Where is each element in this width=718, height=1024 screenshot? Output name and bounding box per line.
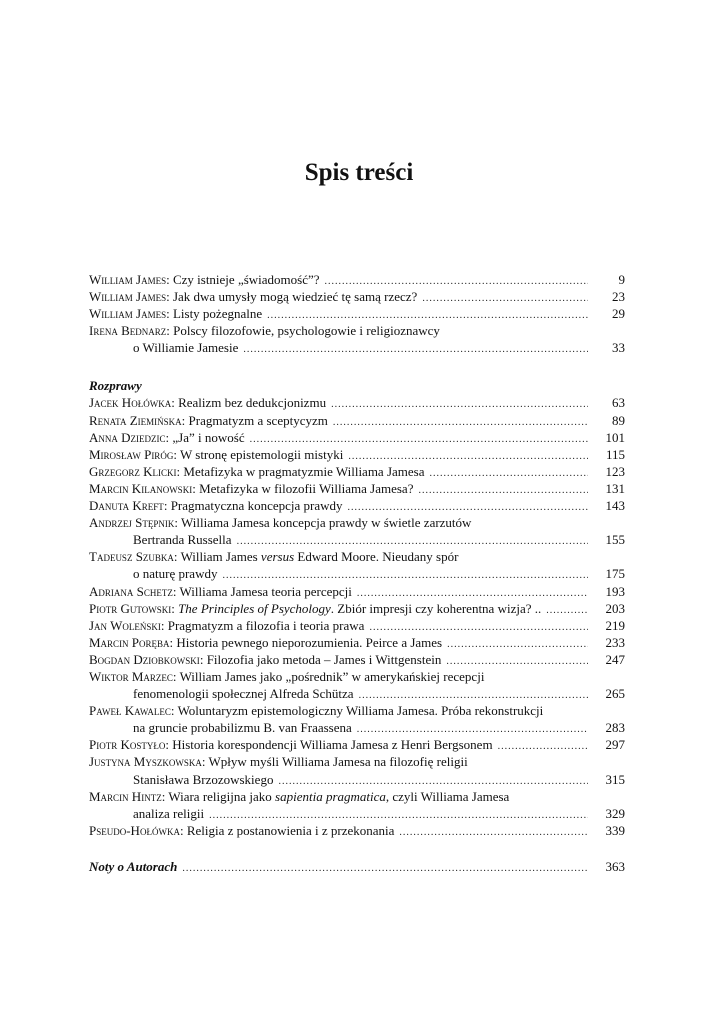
- entry-line: [89, 822, 625, 841]
- entry-title-continued: analiza religii: [133, 805, 205, 821]
- entry-separator: :: [172, 668, 180, 684]
- toc-entry: [89, 600, 625, 617]
- page-number: 29: [612, 306, 625, 322]
- entry-separator: :: [176, 463, 184, 479]
- table-of-contents: [89, 271, 625, 875]
- entry-text: [89, 514, 471, 531]
- page-number: 247: [605, 651, 625, 667]
- toc-entry-continuation: [89, 339, 625, 356]
- entry-text: [89, 617, 364, 634]
- page-number: 155: [605, 532, 625, 548]
- entry-title-part: , czyli Williama Jamesa: [385, 788, 510, 804]
- entry-title: William James jako „pośrednik” w amerykańskiej recepcji: [179, 668, 485, 684]
- entry-title-continued: fenomenologii społecznej Alfreda Schütza: [133, 686, 354, 702]
- entry-author: William James: [89, 289, 167, 305]
- toc-entry-continuation: [89, 685, 625, 702]
- entry-title: Realizm bez dedukcjonizmu: [178, 395, 327, 411]
- entry-separator: :: [201, 754, 209, 770]
- dot-leader: [399, 824, 588, 841]
- entry-title: Metafizyka w pragmatyzmie Williama Jamesa: [183, 463, 425, 479]
- entry-separator: :: [199, 651, 207, 667]
- entry-author: Andrzej Stępnik: [89, 515, 175, 531]
- page-number: 131: [605, 480, 625, 496]
- entry-text: [89, 702, 543, 719]
- toc-entry: [89, 305, 625, 322]
- toc-entry: [89, 736, 625, 753]
- entry-text: [89, 497, 343, 514]
- entry-separator: :: [173, 549, 181, 565]
- toc-entry: [89, 651, 625, 668]
- entry-separator: :: [171, 600, 179, 616]
- entry-title-part: Edward Moore. Nieudany spór: [294, 549, 459, 565]
- entry-author: Danuta Kreft: [89, 498, 164, 514]
- entry-author: Tadeusz Szubka: [89, 549, 174, 565]
- entry-separator: :: [179, 822, 187, 838]
- entry-author: Mirosław Piróg: [89, 446, 174, 462]
- entry-separator: :: [174, 515, 182, 531]
- entry-text: [89, 463, 425, 480]
- entry-title: Pragmatyzm a sceptycyzm: [188, 412, 328, 428]
- entry-line: [89, 322, 625, 339]
- entry-author: William James: [89, 306, 167, 322]
- entry-author: Pseudo-Hołówka: [89, 822, 180, 838]
- page-number: 193: [605, 583, 625, 599]
- entry-separator: :: [166, 289, 173, 305]
- entry-title: Listy pożegnalne: [172, 306, 263, 322]
- entry-author: Jacek Hołówka: [89, 395, 172, 411]
- entry-text: [89, 548, 458, 565]
- entry-title-continued: o naturę prawdy: [133, 566, 218, 582]
- entry-separator: :: [166, 272, 173, 287]
- entry-text: [89, 736, 493, 753]
- entry-separator: :: [165, 737, 173, 753]
- toc-entry: [89, 497, 625, 514]
- toc-entry: [89, 480, 625, 497]
- entry-text: [89, 305, 262, 322]
- entry-author: Marcin Hintz: [89, 788, 162, 804]
- toc-entry: [89, 463, 625, 480]
- entry-separator: :: [172, 583, 180, 599]
- entry-separator: :: [163, 498, 171, 514]
- entry-title: Religia z postanowienia i z przekonania: [186, 822, 395, 838]
- entry-line: [89, 753, 625, 770]
- entry-author: Anna Dziedzic: [89, 429, 166, 445]
- entry-title-part: . Zbiór impresji czy koherentna wizja? ..: [330, 600, 542, 616]
- page-number: 363: [605, 858, 625, 874]
- entry-author: Paweł Kawalec: [89, 703, 171, 719]
- toc-entry: [89, 634, 625, 651]
- toc-entry: [89, 412, 625, 429]
- entry-text: [89, 600, 541, 617]
- toc-entry-continuation: [89, 565, 625, 582]
- entry-text: [89, 822, 394, 839]
- entry-separator: :: [161, 788, 169, 804]
- entry-title: Metafizyka w filozofii Williama Jamesa?: [199, 480, 414, 496]
- entry-line: [89, 702, 625, 719]
- entry-author: Bogdan Dziobkowski: [89, 651, 200, 667]
- page-number: 63: [612, 395, 625, 411]
- toc-entry: [89, 753, 625, 770]
- page-number: 123: [605, 463, 625, 479]
- page-number: 315: [605, 771, 625, 787]
- entry-title-italic: The Principles of Psychology: [178, 600, 331, 616]
- entry-author: Irena Bednarz: [89, 323, 167, 339]
- entry-title: Czy istnieje „świadomość”?: [172, 272, 320, 287]
- entry-separator: :: [160, 617, 168, 633]
- entry-line: [89, 668, 625, 685]
- entry-author: William James: [89, 272, 167, 287]
- entry-author: Justyna Myszkowska: [89, 754, 202, 770]
- toc-entry: [89, 514, 625, 531]
- entry-title: Pragmatyzm a filozofia i teoria prawa: [167, 617, 365, 633]
- entry-title: Williama Jamesa teoria percepcji: [179, 583, 352, 599]
- entry-text: [89, 394, 326, 411]
- page-number: 115: [605, 446, 625, 462]
- toc-entry-continuation: [89, 719, 625, 736]
- entry-author: Piotr Gutowski: [89, 600, 172, 616]
- entry-title: Filozofia jako metoda – James i Wittgenstein: [206, 651, 442, 667]
- entry-author: Wiktor Marzec: [89, 668, 173, 684]
- entry-separator: :: [166, 323, 174, 339]
- entry-title-continued: o Williamie Jamesie: [133, 340, 239, 356]
- entry-title: Jak dwa umysły mogą wiedzieć tę samą rzecz?: [172, 289, 418, 305]
- toc-entry: [89, 322, 625, 339]
- entry-title-italic: versus: [260, 549, 295, 565]
- entry-separator: :: [171, 395, 179, 411]
- entry-author: Marcin Kilanowski: [89, 480, 193, 496]
- entry-title-italic: sapientia pragmatica: [275, 788, 386, 804]
- page-number: 329: [605, 805, 625, 821]
- entry-separator: :: [166, 306, 173, 322]
- toc-entry: [89, 617, 625, 634]
- toc-entry: [89, 788, 625, 805]
- spacer: [89, 356, 625, 377]
- entry-title-part: Wiara religijna jako: [168, 788, 276, 804]
- entry-title-continued: na gruncie probabilizmu B. van Fraassena: [133, 720, 352, 736]
- entry-separator: :: [192, 480, 200, 496]
- entry-title-continued: Bertranda Russella: [133, 532, 232, 548]
- page-number: 339: [605, 822, 625, 838]
- page-number: 233: [605, 634, 625, 650]
- entry-title: „Ja” i nowość: [172, 429, 245, 445]
- entry-author: Piotr Kostyło: [89, 737, 166, 753]
- page-number: 219: [605, 617, 625, 633]
- entry-text: [89, 583, 352, 600]
- entry-line: [89, 514, 625, 531]
- toc-entry-continuation: [89, 805, 625, 822]
- toc-entry: [89, 668, 625, 685]
- entry-line: [89, 339, 625, 358]
- entry-separator: :: [181, 412, 189, 428]
- entry-separator: :: [169, 634, 177, 650]
- entry-title: W stronę epistemologii mistyki: [179, 446, 344, 462]
- entry-title: Historia pewnego nieporozumienia. Peirce a James: [176, 634, 443, 650]
- entry-text: [89, 753, 468, 770]
- entry-text: [89, 446, 343, 463]
- entry-title-part: William James: [180, 549, 261, 565]
- entry-title: Wpływ myśli Williama Jamesa na filozofię religii: [208, 754, 468, 770]
- entry-text: [89, 788, 509, 805]
- entry-text: [89, 322, 440, 339]
- entry-text: [89, 288, 417, 305]
- entry-line: [89, 548, 625, 565]
- entry-separator: :: [173, 446, 180, 462]
- toc-entry: [89, 288, 625, 305]
- page-number: 89: [612, 412, 625, 428]
- entry-author: Renata Ziemińska: [89, 412, 182, 428]
- entry-separator: :: [170, 703, 178, 719]
- entry-title: Historia korespondencji Williama Jamesa z Henri Bergsonem: [172, 737, 493, 753]
- page-number: 175: [605, 566, 625, 582]
- toc-entry: [89, 583, 625, 600]
- page-number: 101: [605, 429, 625, 445]
- entry-text: [89, 480, 413, 497]
- entry-title-continued: Stanisława Brzozowskiego: [133, 771, 274, 787]
- toc-entry: [89, 429, 625, 446]
- entry-author: Grzegorz Klicki: [89, 463, 177, 479]
- entry-line: [89, 788, 625, 805]
- spacer: [89, 839, 625, 858]
- toc-entry: [89, 548, 625, 565]
- page-number: 265: [605, 686, 625, 702]
- page-number: 143: [605, 498, 625, 514]
- toc-entry: [89, 394, 625, 411]
- entry-author: Jan Woleński: [89, 617, 161, 633]
- dot-leader: [182, 860, 588, 877]
- toc-entry-continuation: [89, 531, 625, 548]
- page-number: 23: [612, 289, 625, 305]
- page-title: Spis treści: [304, 159, 414, 186]
- entry-text: [89, 271, 320, 288]
- toc-entry-continuation: [89, 771, 625, 788]
- dot-leader: [243, 341, 588, 358]
- entry-text: [89, 651, 441, 668]
- entry-author: Marcin Poręba: [89, 634, 170, 650]
- toc-entry: [89, 702, 625, 719]
- entry-text: [89, 412, 328, 429]
- page-number: 203: [605, 600, 625, 616]
- toc-entry: [89, 822, 625, 839]
- entry-title: Williama Jamesa koncepcja prawdy w świetle zarzutów: [181, 515, 472, 531]
- entry-title: Polscy filozofowie, psychologowie i religioznawcy: [173, 323, 440, 339]
- entry-text: [89, 429, 245, 446]
- entry-line: [89, 858, 625, 877]
- entry-separator: :: [165, 429, 173, 445]
- entry-title: Pragmatyczna koncepcja prawdy: [170, 498, 343, 514]
- entry-title: Woluntaryzm epistemologiczny Williama Jamesa. Próba rekonstrukcji: [177, 703, 544, 719]
- entry-text: [89, 634, 442, 651]
- section-heading-rozprawy: Rozprawy: [89, 378, 142, 394]
- page-number: 33: [612, 340, 625, 356]
- entry-author: Adriana Schetz: [89, 583, 173, 599]
- entry-text: [89, 668, 484, 685]
- notes-label: Noty o Autorach: [89, 858, 178, 874]
- page-number: 297: [605, 737, 625, 753]
- page-number: 283: [605, 720, 625, 736]
- page-number: 9: [618, 272, 625, 287]
- toc-entry-notes: [89, 858, 625, 875]
- toc-entry: [89, 271, 625, 288]
- toc-entry: [89, 446, 625, 463]
